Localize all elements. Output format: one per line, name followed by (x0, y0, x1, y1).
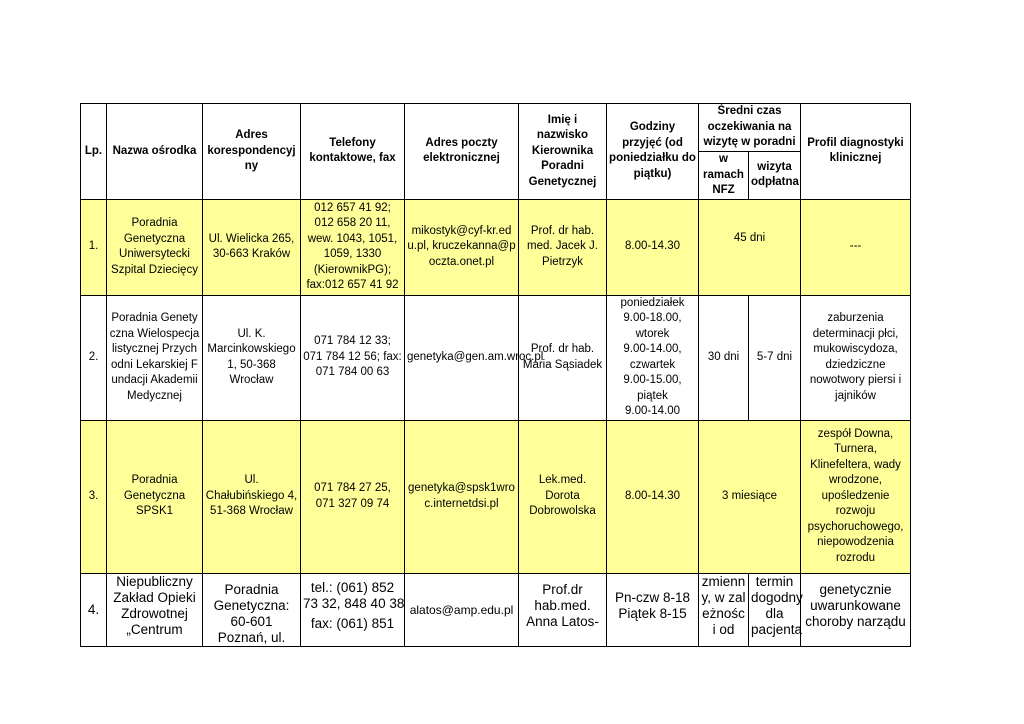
row-kierownik: Prof. dr hab. med. Jacek J. Pietrzyk (519, 199, 607, 295)
row-godziny-line: czwartek (629, 358, 676, 371)
col-header-czas-l2: oczekiwania na (707, 120, 792, 133)
row-kierownik: Prof. dr hab. Maria Sąsiadek (519, 295, 607, 420)
row-czas: 45 dni (699, 199, 801, 295)
row-telefony-line: tel.: (061) 852 (310, 579, 395, 595)
row-kierownik (519, 573, 607, 646)
row-godziny: 8.00-14.30 (607, 199, 699, 295)
col-header-adres (203, 104, 301, 200)
col-header-profil: Profil diagnostyki klinicznej (801, 104, 911, 200)
col-header-czas-l1: Średni czas (717, 105, 782, 118)
col-header-email: Adres poczty elektronicznej (405, 104, 519, 200)
row-lp: 4. (81, 573, 107, 646)
row-kierownik-text: Prof.dr hab.med. Anna Latos- (526, 581, 599, 629)
row-adres: Ul. Chałubińskiego 4, 51-368 Wrocław (203, 420, 301, 573)
row-profil: zaburzenia determinacji płci, mukowiscydoza, dziedziczne nowotwory piersi i jajników (801, 295, 911, 420)
row-godziny (607, 295, 699, 420)
col-header-kierownik: Imię i nazwisko Kierownika Poradni Genetycznej (519, 104, 607, 200)
row-godziny-line: 9.00-14.00 (625, 405, 680, 417)
row-godziny-line: Pn-czw 8-18 (614, 589, 691, 605)
row-godziny-line: 9.00-14.00, (623, 343, 682, 355)
col-header-adres-l2: korespondencyj (207, 144, 296, 157)
row-adres: Ul. Wielicka 265, 30-663 Kraków (203, 199, 301, 295)
row-lp: 3. (81, 420, 107, 573)
row-lp: 2. (81, 295, 107, 420)
col-header-telefony: Telefony kontaktowe, fax (301, 104, 405, 200)
row-telefony-wrap (303, 574, 405, 644)
col-header-czas-nfz: w ramach NFZ (699, 152, 749, 200)
row-godziny (607, 573, 699, 646)
row-godziny-line: piątek (637, 389, 668, 402)
col-header-czas-l3: wizytę w poradni (703, 136, 796, 149)
col-header-nazwa: Nazwa ośrodka (107, 104, 203, 200)
row-adres (203, 573, 301, 646)
row-czas-nfz-text: zmienny, w zależności od (701, 573, 746, 637)
row-telefony: 071 784 27 25, 071 327 09 74 (301, 420, 405, 573)
table-row (81, 420, 911, 573)
row-godziny-line: wtorek (635, 327, 670, 340)
row-email: mikostyk@cyf-kr.edu.pl, kruczekanna@poczta.onet.pl (405, 199, 519, 295)
table-row (81, 573, 911, 646)
row-profil (801, 573, 911, 646)
row-telefony-line: 73 32, 848 40 38 (303, 595, 405, 611)
row-adres-text: Poradnia Genetyczna: 60-601 Poznań, ul. (213, 581, 290, 645)
row-czas-odplatna (749, 573, 801, 646)
table-row (81, 199, 911, 295)
col-header-adres-l1: Adres (235, 129, 268, 141)
row-czas: 3 miesiące (699, 420, 801, 573)
row-nazwa: Poradnia Genetyczna Uniwersytecki Szpital Dziecięcy (107, 199, 203, 295)
row-godziny-line: Piątek 8-15 (618, 605, 687, 621)
row-telefony-line: wew. 1043, 1051, (307, 232, 398, 245)
row-profil: zespół Downa, Turnera, Klinefeltera, wady wrodzone, upośledzenie rozwoju psychoruchowego, niepowodzenia rozrodu (801, 420, 911, 573)
row-kierownik: Lek.med. Dorota Dobrowolska (519, 420, 607, 573)
row-email: alatos@amp.edu.pl (405, 573, 519, 646)
row-telefony: 071 784 12 33; 071 784 12 56; fax: 071 784 00 63 (301, 295, 405, 420)
row-czas-nfz (699, 573, 749, 646)
row-godziny-line: 9.00-18.00, (623, 312, 682, 324)
row-godziny-wrap (609, 574, 696, 622)
row-czas-odplatna-text: termin dogodny dla pacjenta (751, 573, 803, 637)
col-header-adres-l3: ny (244, 160, 259, 172)
row-telefony-line: (KierownikPG); (313, 263, 392, 276)
clinics-table (80, 103, 911, 647)
row-telefony (301, 573, 405, 646)
row-czas-odplatna: 5-7 dni (749, 295, 801, 420)
col-header-czas (699, 104, 801, 152)
row-email: genetyka@gen.am.wroc.pl (405, 295, 519, 420)
row-czas-nfz: 30 dni (699, 295, 749, 420)
row-telefony-line: 012 657 41 92; (314, 201, 391, 214)
row-lp: 1. (81, 199, 107, 295)
row-nazwa (107, 573, 203, 646)
row-telefony-line: 1059, 1330 (323, 248, 382, 260)
row-telefony-line: 012 658 20 11, (314, 217, 391, 229)
table-row (81, 295, 911, 420)
col-header-czas-odplatna: wizyta odpłatna (749, 152, 801, 200)
row-profil: --- (801, 199, 911, 295)
row-nazwa: Poradnia Genetyczna Wielospecjalistycznej Przychodni Lekarskiej Fundacji Akademii Medycznej (107, 295, 203, 420)
col-header-lp: Lp. (81, 104, 107, 200)
row-adres: Ul. K. Marcinkowskiego 1, 50-368 Wrocław (203, 295, 301, 420)
row-godziny-line: 9.00-15.00, (623, 374, 682, 386)
row-telefony (301, 199, 405, 295)
row-telefony-line: fax:012 657 41 92 (306, 279, 399, 291)
row-godziny: 8.00-14.30 (607, 420, 699, 573)
row-profil-text: genetycznie uwarunkowane choroby narządu (805, 581, 906, 629)
header-row (81, 104, 911, 152)
row-nazwa: Poradnia Genetyczna SPSK1 (107, 420, 203, 573)
row-telefony-line: fax: (061) 851 (310, 615, 395, 631)
col-header-godziny: Godziny przyjęć (od poniedziałku do piątku) (607, 104, 699, 200)
row-email: genetyka@spsk1wroc.internetdsi.pl (405, 420, 519, 573)
row-nazwa-text: Niepubliczny Zakład Opieki Zdrowotnej „Centrum (113, 573, 196, 637)
row-godziny-line: poniedziałek (620, 296, 685, 309)
